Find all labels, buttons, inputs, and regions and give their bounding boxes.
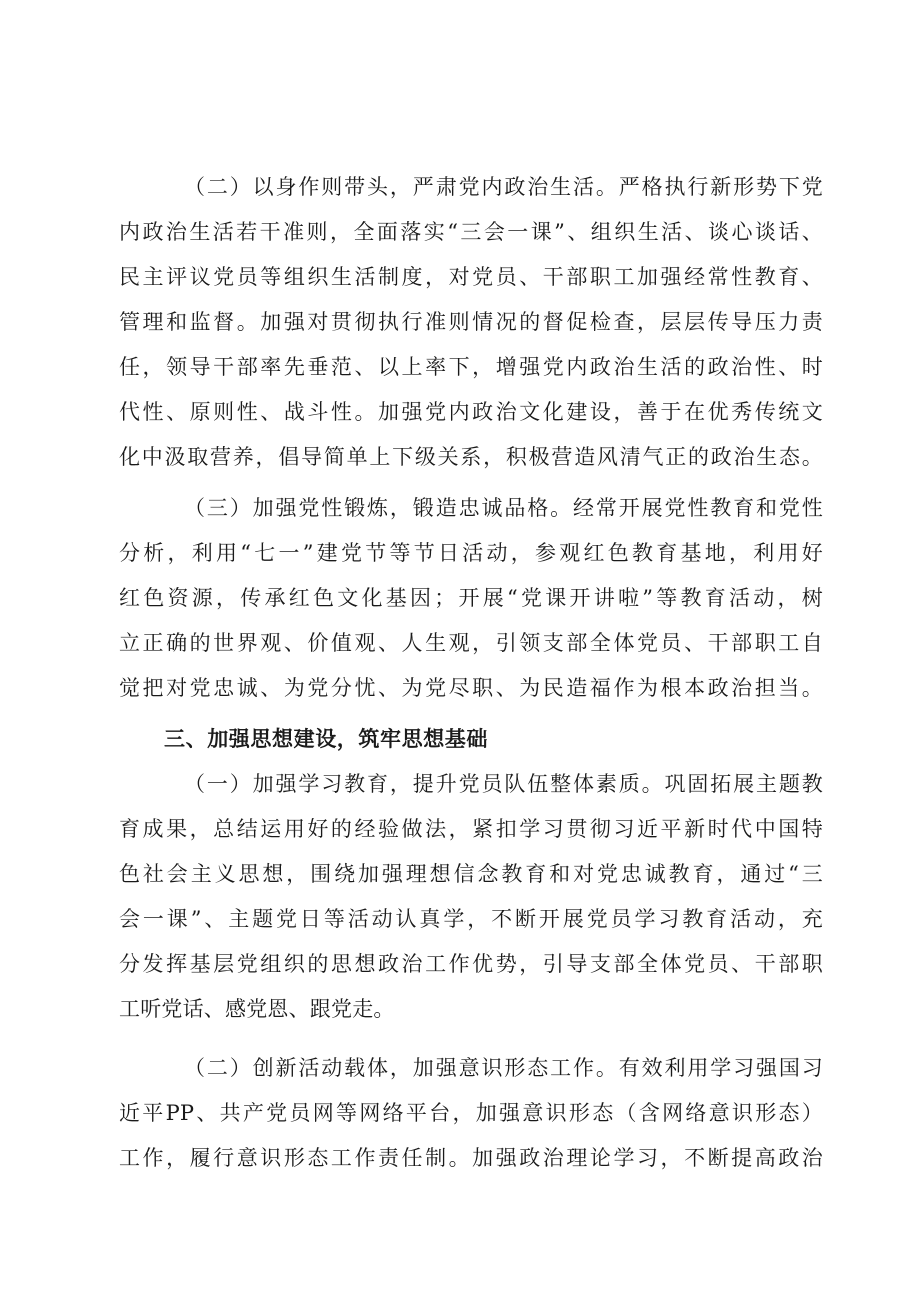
paragraph-line: （二）创新活动载体，加强意识形态工作。有效利用学习强国习 [184,1056,823,1080]
paragraph-line: 工听党话、感党恩、跟党走。 [119,997,395,1021]
paragraph-line: 立正确的世界观、价值观、人生观，引领支部全体党员、干部职工自 [119,631,823,655]
paragraph-line: 色社会主义思想，围绕加强理想信念教育和对党忠诚教育，通过“三 [119,862,823,886]
paragraph-line: 会一课”、主题党日等活动认真学，不断开展党员学习教育活动，充 [119,907,823,931]
paragraph-study-education [119,762,823,1032]
paragraph-line: 管理和监督。加强对贯彻执行准则情况的督促检查，层层传导压力责 [119,310,823,334]
document-body [119,165,823,1181]
paragraph-line: 民主评议党员等组织生活制度，对党员、干部职工加强经常性教育、 [119,265,823,289]
paragraph-ideology-work [119,1046,823,1181]
paragraph-line: 内政治生活若干准则，全面落实“三会一课”、组织生活、谈心谈话、 [119,220,823,244]
paragraph-line: 育成果，总结运用好的经验做法，紧扣学习贯彻习近平新时代中国特 [119,817,823,841]
paragraph-line: （一）加强学习教育，提升党员队伍整体素质。巩固拓展主题教 [184,772,823,796]
paragraph-line: （二）以身作则带头，严肃党内政治生活。严格执行新形势下党 [184,175,823,199]
paragraph-line: 近平PP、共产党员网等网络平台，加强意识形态（含网络意识形态） [119,1101,823,1125]
paragraph-line: 化中汲取营养，倡导简单上下级关系，积极营造风清气正的政治生态。 [119,445,823,469]
paragraph-party-life [119,165,823,480]
paragraph-line: 代性、原则性、战斗性。加强党内政治文化建设，善于在优秀传统文 [119,400,823,424]
paragraph-line: 工作，履行意识形态工作责任制。加强政治理论学习，不断提高政治 [119,1146,823,1170]
paragraph-party-spirit [119,486,823,711]
paragraph-line: 任，领导干部率先垂范、以上率下，增强党内政治生活的政治性、时 [119,355,823,379]
paragraph-line: 分析，利用“七一”建党节等节日活动，参观红色教育基地，利用好 [119,541,823,565]
paragraph-line: 分发挥基层党组织的思想政治工作优势，引导支部全体党员、干部职 [119,952,823,976]
paragraph-line: （三）加强党性锻炼，锻造忠诚品格。经常开展党性教育和党性 [184,496,823,520]
paragraph-line: 红色资源，传承红色文化基因；开展“党课开讲啦”等教育活动，树 [119,586,823,610]
paragraph-line: 觉把对党忠诚、为党分忧、为党尽职、为民造福作为根本政治担当。 [119,676,823,700]
section-heading: 三、加强思想建设，筑牢思想基础 [164,727,488,751]
